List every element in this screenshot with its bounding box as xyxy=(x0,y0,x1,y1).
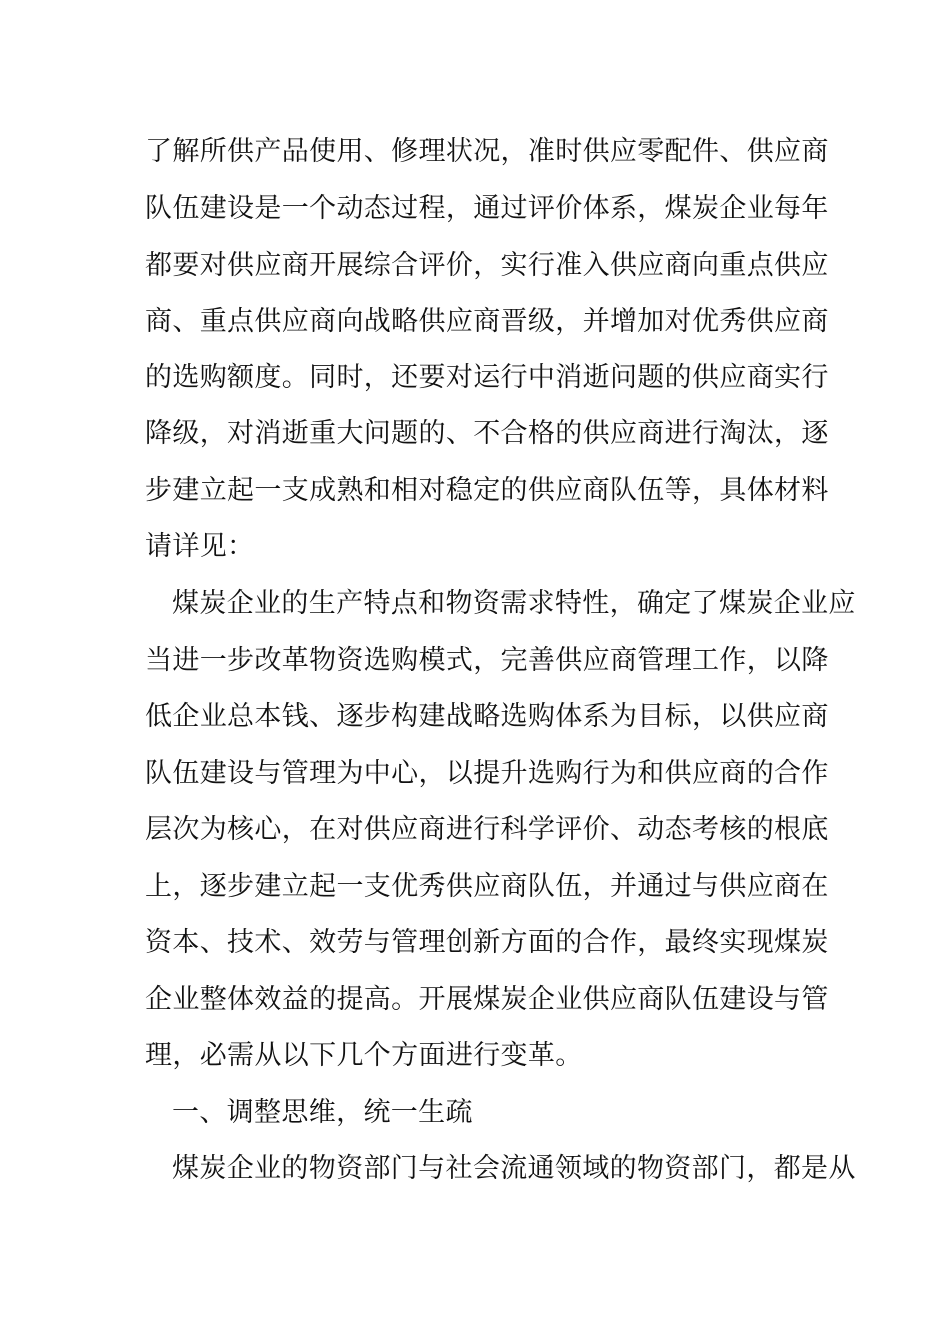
text-line: 步建立起一支成熟和相对稳定的供应商队伍等，具体材料 xyxy=(145,475,829,506)
text-line: 请详见： xyxy=(145,531,255,562)
text-line: 队伍建设是一个动态过程，通过评价体系，煤炭企业每年 xyxy=(145,193,829,224)
text-line: 煤炭企业的生产特点和物资需求特性，确定了煤炭企业应 xyxy=(172,588,856,619)
text-line: 理，必需从以下几个方面进行变革。 xyxy=(145,1040,583,1071)
text-line: 上，逐步建立起一支优秀供应商队伍，并通过与供应商在 xyxy=(145,871,829,902)
text-line: 了解所供产品使用、修理状况，准时供应零配件、供应商 xyxy=(145,136,829,167)
text-line: 当进一步改革物资选购模式，完善供应商管理工作，以降 xyxy=(145,645,829,676)
text-line: 的选购额度。同时，还要对运行中消逝问题的供应商实行 xyxy=(145,362,829,393)
text-line: 商、重点供应商向战略供应商晋级，并增加对优秀供应商 xyxy=(145,306,829,337)
section-heading: 一、调整思维，统一生疏 xyxy=(172,1097,473,1128)
text-line: 企业整体效益的提高。开展煤炭企业供应商队伍建设与管 xyxy=(145,984,829,1015)
text-line: 低企业总本钱、逐步构建战略选购体系为目标，以供应商 xyxy=(145,701,829,732)
text-line: 队伍建设与管理为中心，以提升选购行为和供应商的合作 xyxy=(145,758,829,789)
text-line: 都要对供应商开展综合评价，实行准入供应商向重点供应 xyxy=(145,250,829,281)
text-line: 资本、技术、效劳与管理创新方面的合作，最终实现煤炭 xyxy=(145,927,829,958)
text-line: 煤炭企业的物资部门与社会流通领域的物资部门，都是从 xyxy=(172,1153,856,1184)
text-line: 层次为核心，在对供应商进行科学评价、动态考核的根底 xyxy=(145,814,829,845)
text-line: 降级，对消逝重大问题的、不合格的供应商进行淘汰，逐 xyxy=(145,418,829,449)
